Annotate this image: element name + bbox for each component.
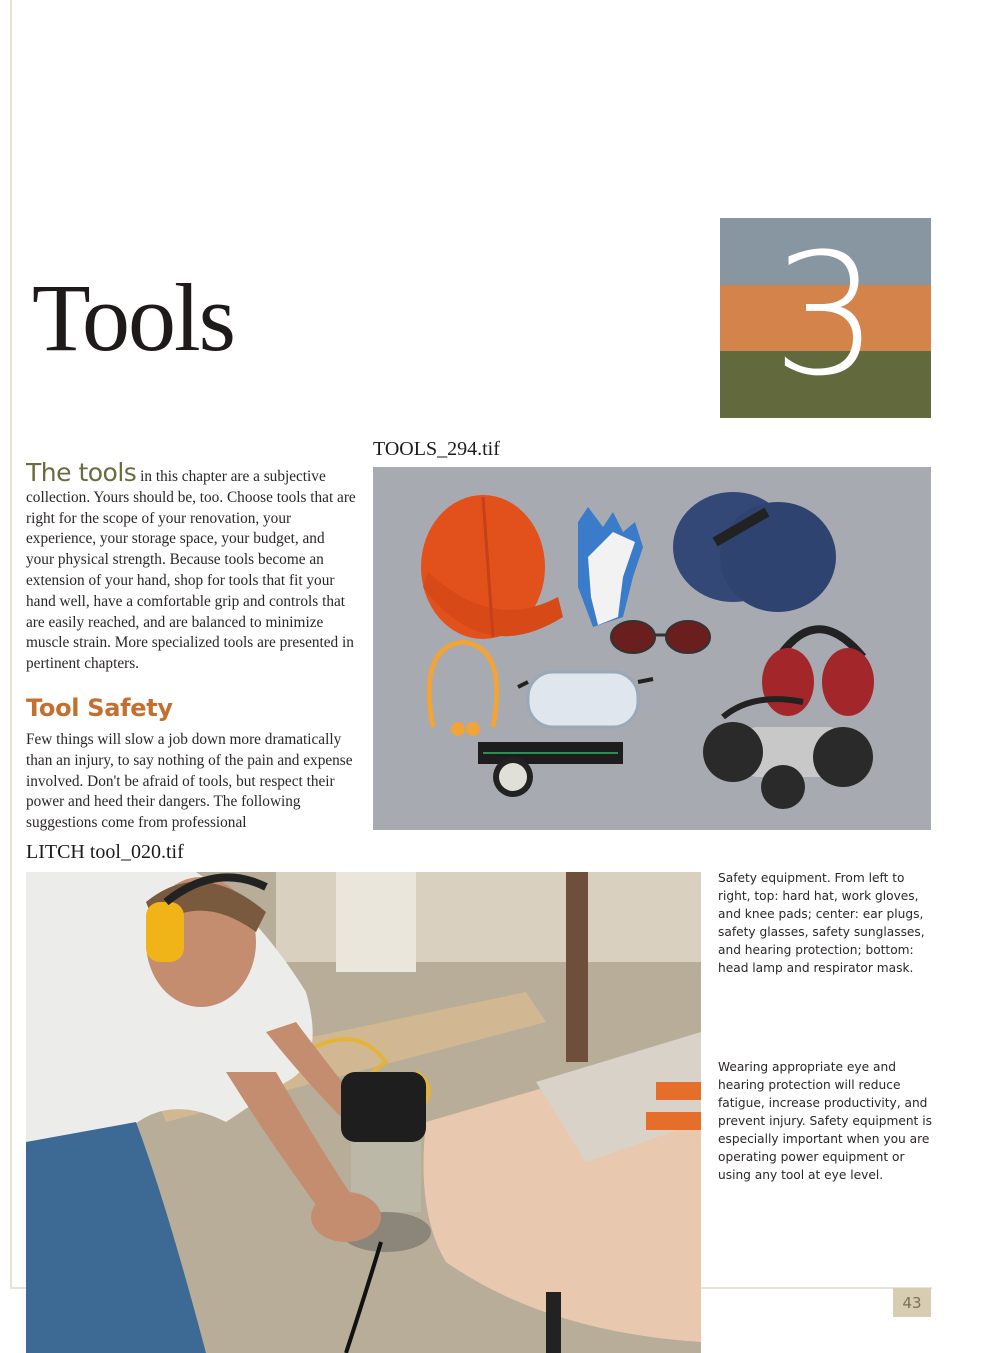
chapter-number: 3: [772, 218, 879, 413]
chapter-number-badge: [720, 218, 931, 418]
intro-text: in this chapter are a subjective collection. Yours should be, too. Choose tools that are right for the scope of your renovation, your experience, your storage space, your budget, and your physical strength. Because tools become an extension of your hand, shop for tools that fit your hand well, have a comfortable grip and controls that are easily reached, and are balanced to minimize muscle strain. More specialized tools are presented in pertinent chapters.: [26, 468, 356, 673]
image-file-label: LITCH tool_020.tif: [26, 841, 184, 863]
router-woodworking-photo: [26, 872, 701, 1353]
page-number: 43: [893, 1288, 931, 1317]
chapter-title: Tools: [32, 264, 234, 371]
section-body: Few things will slow a job down more dramatically than an injury, to say nothing of the pain and expense involved. Don't be afraid of tools, but respect their power and heed their dangers. The following suggestions come from professional: [26, 731, 353, 832]
photo-caption: Wearing appropriate eye and hearing protection will reduce fatigue, increase productivity, and prevent injury. Safety equipment is especially important when you are operating power equipment or using any tool at eye level.: [718, 1060, 932, 1182]
safety-equipment-photo: [373, 467, 931, 830]
intro-lead: The tools: [26, 458, 137, 487]
photo-caption: Safety equipment. From left to right, top: hard hat, work gloves, and knee pads; center: ear plugs, safety glasses, safety sunglasses, and hearing protection; bottom: head lamp and respirator mask.: [718, 871, 925, 975]
margin-rule-vertical: [10, 0, 12, 1288]
image-file-label: TOOLS_294.tif: [373, 438, 500, 460]
section-heading: Tool Safety: [26, 694, 173, 722]
safety-glasses-icon: [518, 672, 653, 727]
intro-paragraph: [26, 458, 356, 675]
